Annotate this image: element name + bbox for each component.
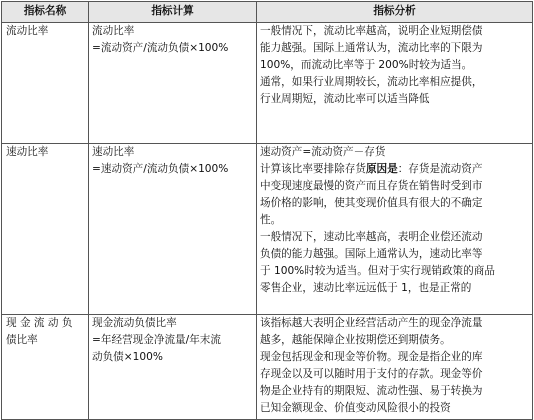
row-cash-ratio-analysis: 该指标越大表明企业经营活动产生的现金净流量 越多，越能保障企业按期偿还到期债务。 现金包括现金和现金等价物。现金是指企业的库 存现金以及可以随时用于支付的存款。现金等价 物是企业持有的期限短、流动性强、易于转换为 已知金额现金、价值变动风险很小的投资 <box>257 315 533 420</box>
analysis-line-with-bold: 计算该比率要排除存货原因是：存货是流动资产 <box>260 163 483 175</box>
header-indicator-name: 指标名称 <box>2 2 89 23</box>
table-row <box>2 144 533 315</box>
header-indicator-calc: 指标计算 <box>89 2 257 23</box>
bold-reason-label: 原因是 <box>365 163 398 175</box>
table-row <box>2 315 533 420</box>
indicator-table <box>1 1 533 420</box>
table-row <box>2 23 533 144</box>
row-quick-ratio-analysis: 速动资产=流动资产－存货 计算该比率要排除存货原因是：存货是流动资产 中变现速度最慢的资产而且存货在销售时受到市 场价格的影响，使其变现价值具有很大的不确定 性。 一般情况下，速动比率越高，表明企业偿还流动 负债的能力越强。国际上通常认为，速动比率等 于 100%时较为适当。但对于实行现销政策的商品 零售企业，速动比率远远低于 1，也是正常的 <box>257 144 533 315</box>
row-quick-ratio-calc: 速动比率 =速动资产/流动负债×100% <box>89 144 257 315</box>
row-cash-ratio-calc: 现金流动负债比率 =年经营现金净流量/年末流 动负债×100% <box>89 315 257 420</box>
row-current-ratio-calc: 流动比率 =流动资产/流动负债×100% <box>89 23 257 144</box>
header-indicator-analysis: 指标分析 <box>257 2 533 23</box>
row-current-ratio-name: 流动比率 <box>2 23 89 144</box>
row-cash-ratio-name: 现 金 流 动 负 债比率 <box>2 315 89 420</box>
row-current-ratio-analysis: 一般情况下，流动比率越高，说明企业短期偿债 能力越强。国际上通常认为，流动比率的下限为 100%，而流动比率等于 200%时较为适当。 通常，如果行业周期较长，流动比率相应提供， 行业周期短，流动比率可以适当降低 <box>257 23 533 144</box>
table-header-row <box>2 2 533 23</box>
row-quick-ratio-name: 速动比率 <box>2 144 89 315</box>
